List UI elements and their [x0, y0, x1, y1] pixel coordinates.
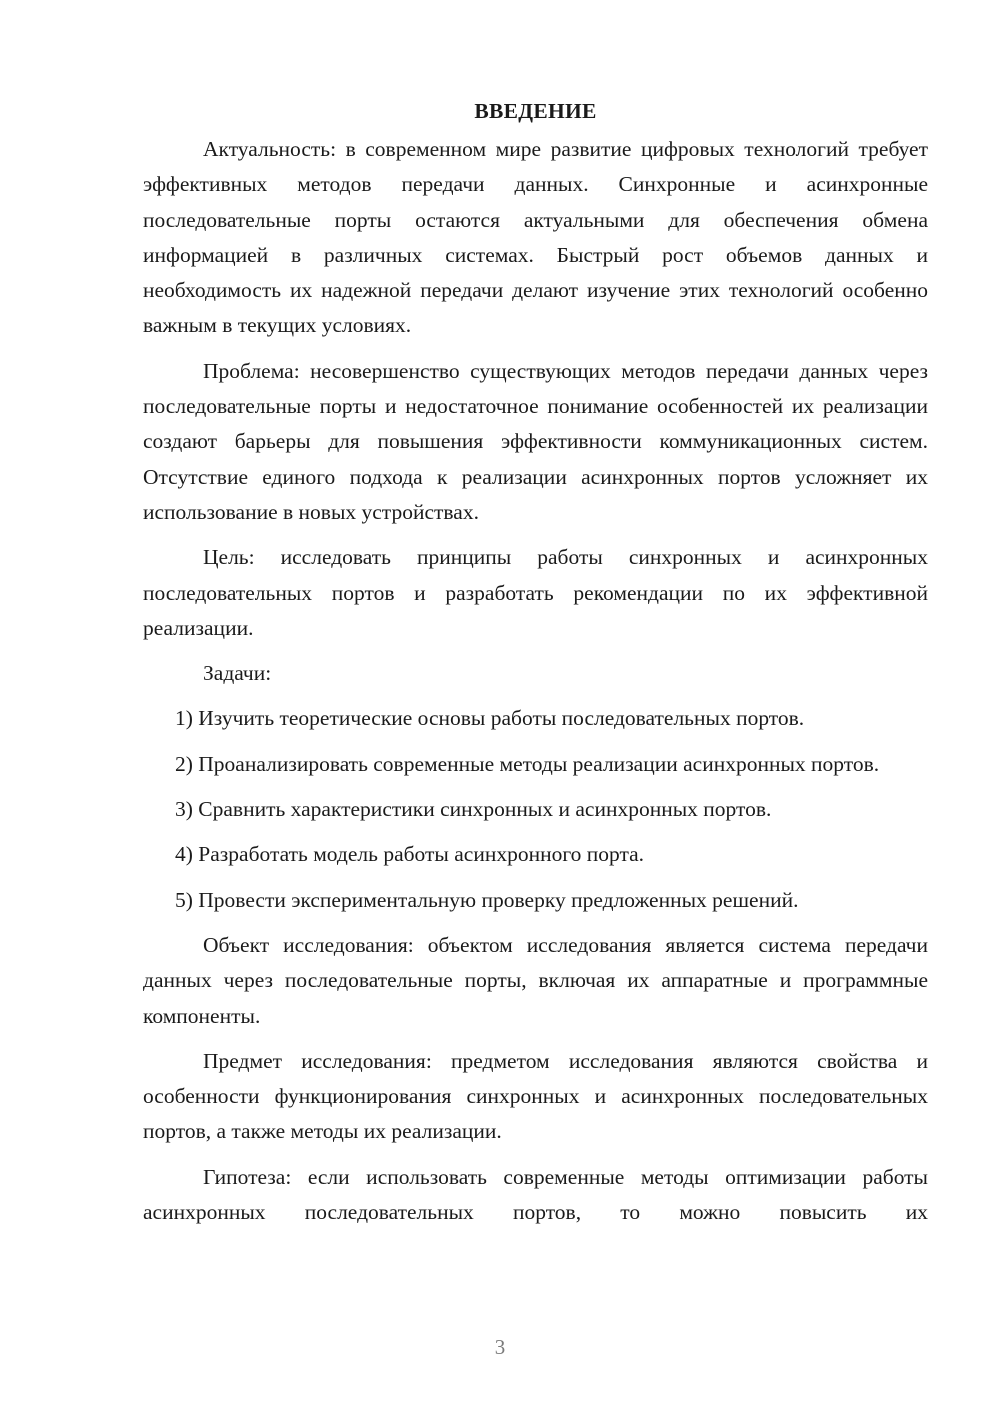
page-content	[143, 96, 928, 1230]
section-heading: ВВЕДЕНИЕ	[474, 99, 597, 123]
task-item: 1) Изучить теоретические основы работы последовательных портов.	[175, 706, 805, 731]
tasks-label: Задачи:	[203, 661, 272, 686]
task-item: 4) Разработать модель работы асинхронного порта.	[175, 842, 645, 867]
tasks-list	[143, 701, 928, 917]
goal-paragraph: Цель: исследовать принципы работы синхронных и асинхронных последовательных портов и разработать рекомендации по их эффективной реализации.	[143, 545, 928, 640]
task-item: 5) Провести экспериментальную проверку предложенных решений.	[175, 887, 799, 912]
subject-paragraph: Предмет исследования: предметом исследования являются свойства и особенности функционирования синхронных и асинхронных последовательных портов, а также методы их реализации.	[143, 1048, 928, 1144]
page-number: 3	[494, 1335, 506, 1359]
object-paragraph: Объект исследования: объектом исследования является система передачи данных через последовательные порты, включая их аппаратные и программные компоненты.	[143, 932, 928, 1028]
problem-paragraph: Проблема: несовершенство существующих методов передачи данных через последовательные порты и недостаточное понимание особенностей их реализации создают барьеры для повышения эффективности коммуникационных систем. Отсутствие единого подхода к реализации асинхронных портов усложняет их использование в новых устройствах.	[143, 358, 928, 524]
task-item: 3) Сравнить характеристики синхронных и асинхронных портов.	[175, 797, 772, 822]
relevance-paragraph: Актуальность: в современном мире развитие цифровых технологий требует эффективных методов передачи данных. Синхронные и асинхронные последовательные порты остаются актуальными для обеспечения обмена информацией в различных системах. Быстрый рост объемов данных и необходимость их надежной передачи делают изучение этих технологий особенно важным в текущих условиях.	[143, 137, 928, 338]
hypothesis-paragraph: Гипотеза: если использовать современные методы оптимизации работы асинхронных последовательных портов, то можно повысить их	[143, 1164, 928, 1225]
task-item: 2) Проанализировать современные методы реализации асинхронных портов.	[175, 751, 880, 776]
